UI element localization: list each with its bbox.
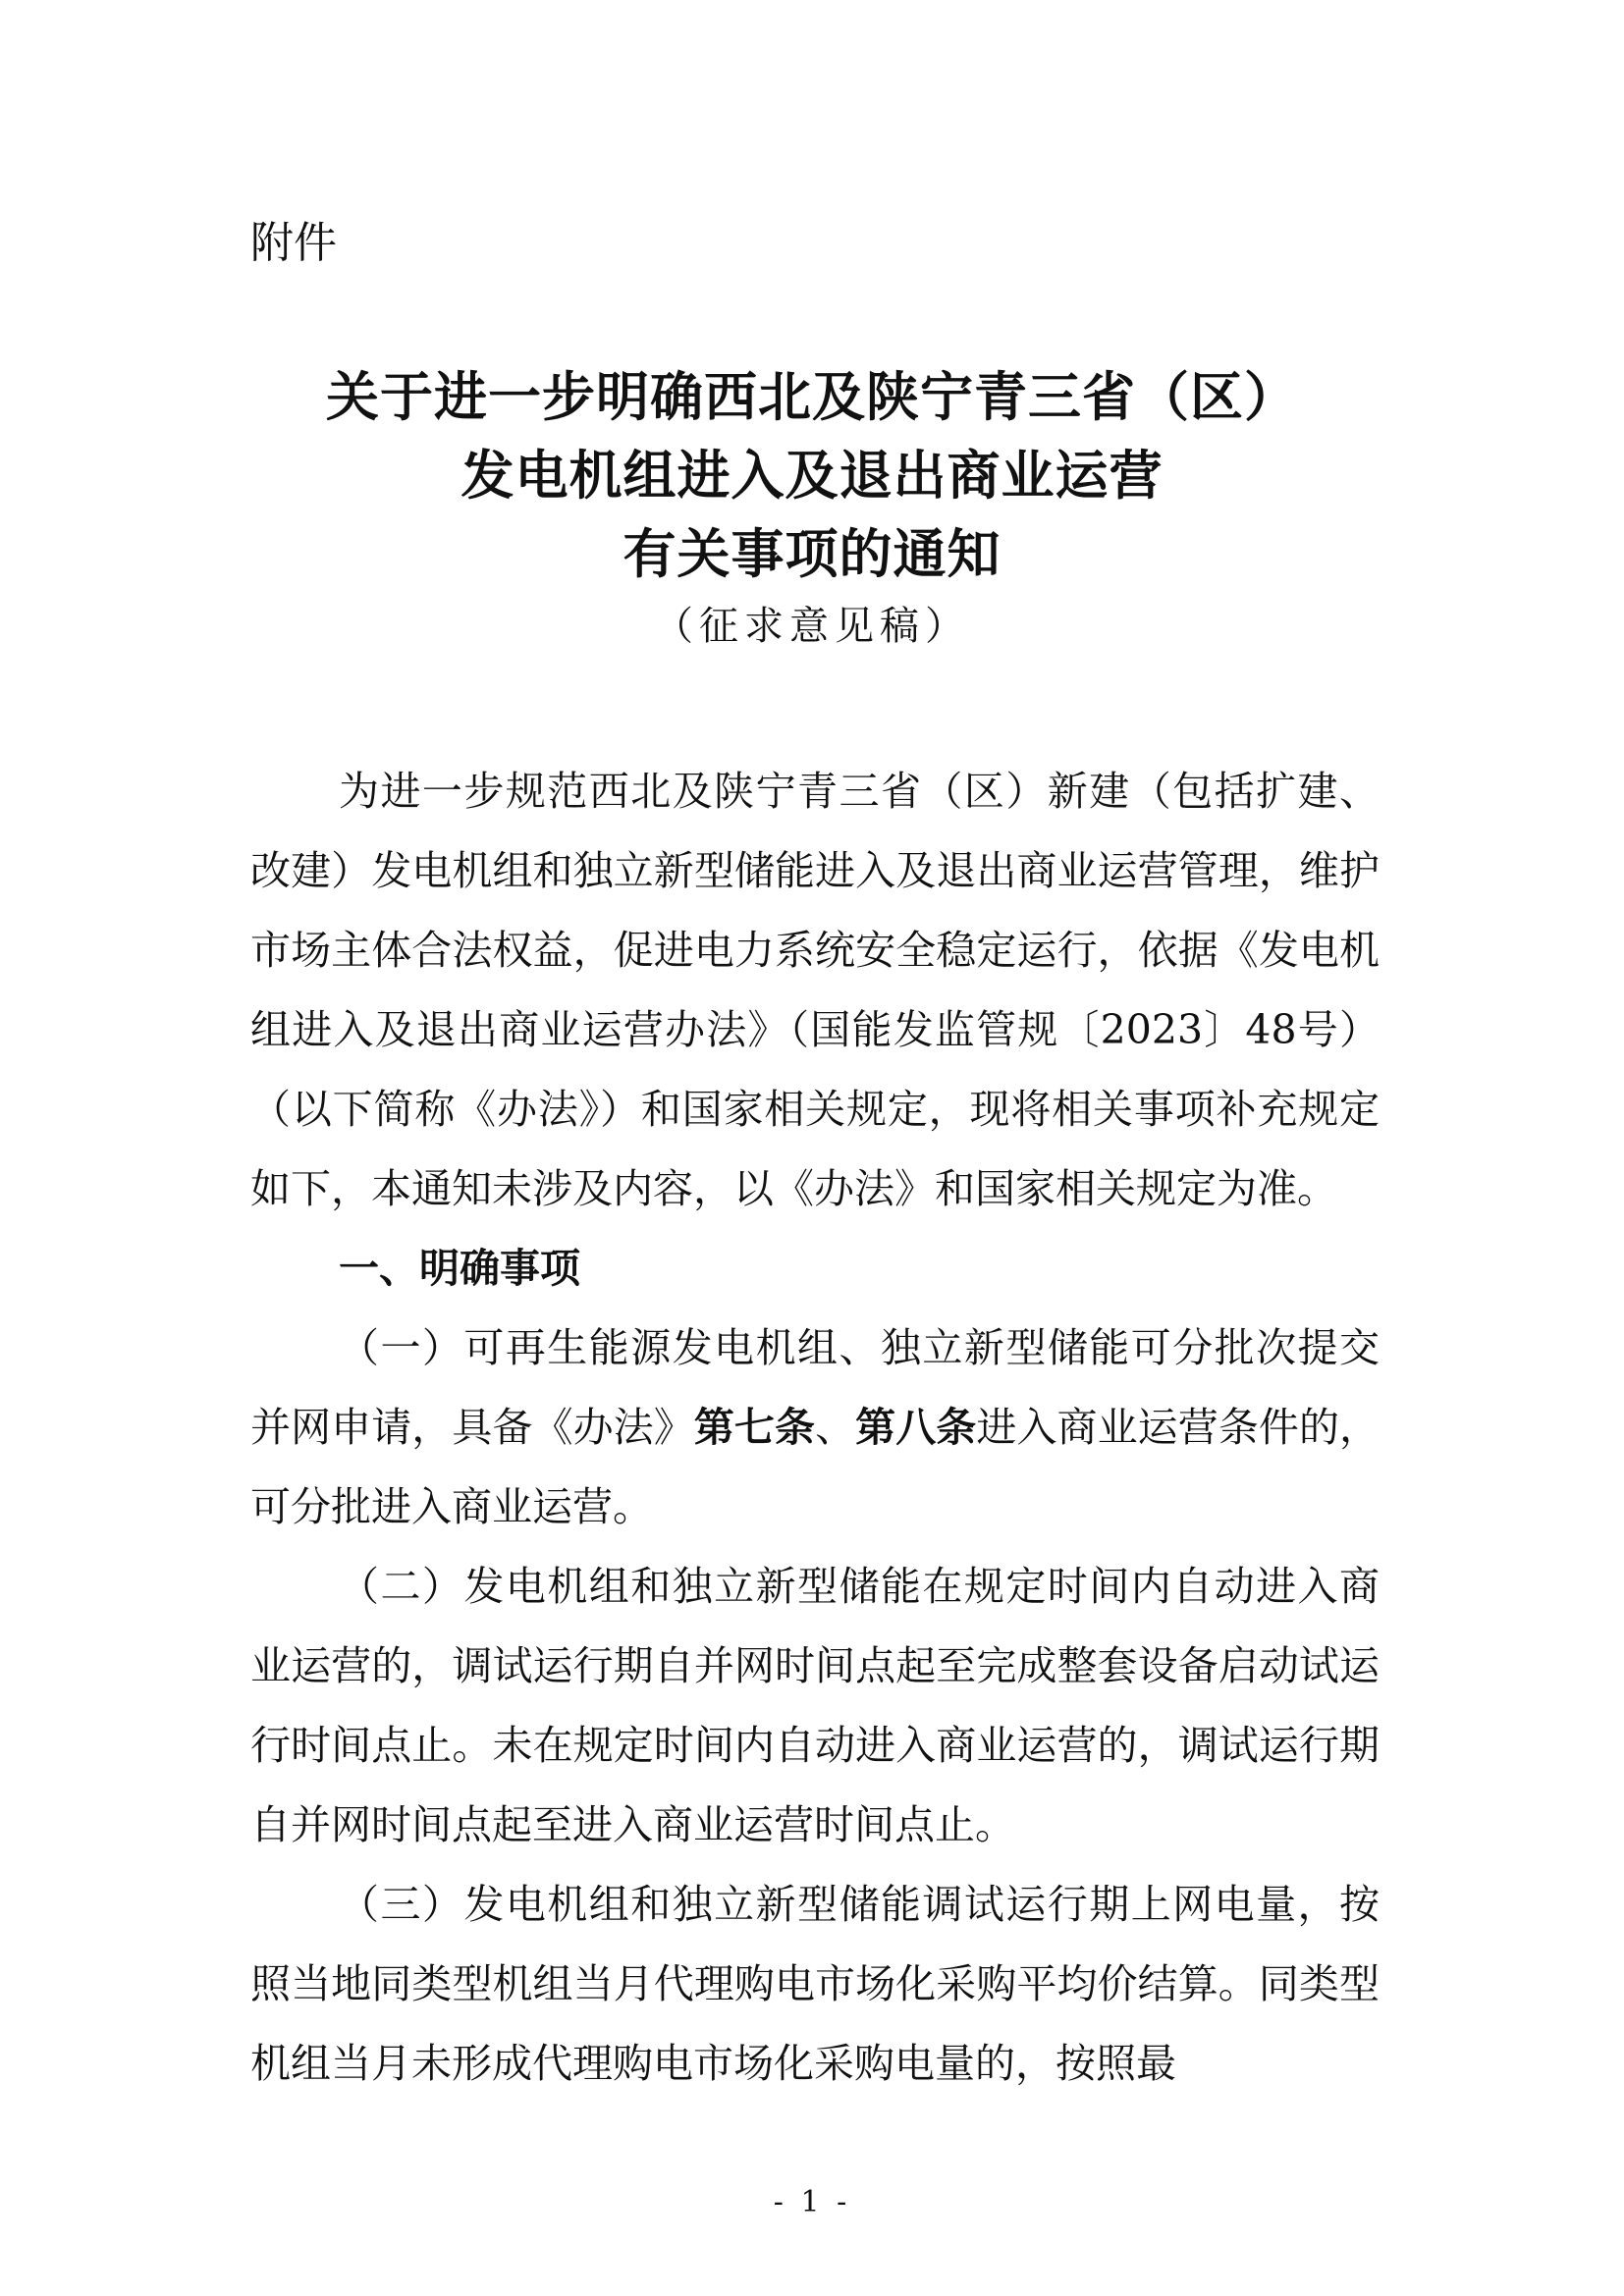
document-body <box>250 752 1380 2104</box>
item-1-text-a: （一）可再生能源发电机组、独立新型储能可分批次提交并网申请，具备《办法》 <box>250 1324 1380 1451</box>
item-2-paragraph: （二）发电机组和独立新型储能在规定时间内自动进入商业运营的，调试运行期自并网时间点起至完成整套设备启动试运行时间点止。未在规定时间内自动进入商业运营的，调试运行期自并网时间点起至进入商业运营时间点止。 <box>250 1563 1380 1848</box>
item-3-paragraph: （三）发电机组和独立新型储能调试运行期上网电量，按照当地同类型机组当月代理购电市场化采购平均价结算。同类型机组当月未形成代理购电市场化采购电量的，按照最 <box>250 1881 1380 2087</box>
document-subtitle: （征求意见稿） <box>654 604 970 649</box>
title-line-1: 关于进一步明确西北及陕宁青三省（区） <box>326 366 1298 428</box>
item-1-paragraph <box>250 1308 1380 1547</box>
attachment-label: 附件 <box>250 218 337 268</box>
page-number: - 1 - <box>773 2185 851 2219</box>
item-1-article-8: 第八条 <box>855 1404 977 1451</box>
section-heading: 一、明确事项 <box>339 1245 580 1292</box>
item-1-separator: 、 <box>815 1404 856 1451</box>
intro-paragraph: 为进一步规范西北及陕宁青三省（区）新建（包括扩建、改建）发电机组和独立新型储能进入及退出商业运营管理，维护市场主体合法权益，促进电力系统安全稳定运行，依据《发电机组进入及退出商业运营办法》（国能发监管规〔2023〕48号）（以下简称《办法》）和国家相关规定，现将相关事项补充规定如下，本通知未涉及内容，以《办法》和国家相关规定为准。 <box>250 768 1380 1212</box>
document-title <box>0 358 1624 659</box>
title-line-3: 有关事项的通知 <box>623 523 1001 585</box>
title-line-2: 发电机组进入及退出商业运营 <box>460 445 1164 507</box>
item-1-text-b: 进入商业运营条件的，可分批进入商业运营。 <box>250 1404 1380 1530</box>
item-1-article-7: 第七条 <box>693 1404 816 1451</box>
